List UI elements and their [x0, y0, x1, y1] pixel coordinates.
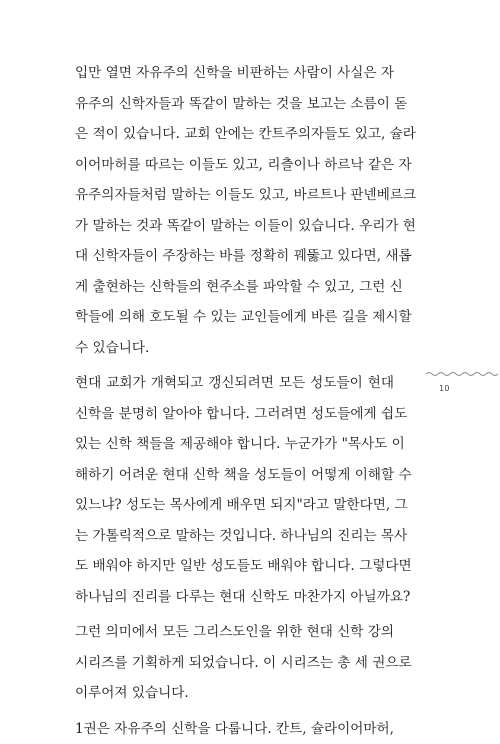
text-line: 게 출현하는 신학들의 현주소를 파악할 수 있고, 그런 신 — [62, 272, 394, 303]
text-line: 수 있습니다. — [62, 333, 394, 364]
text-line: 그런 의미에서 모든 그리스도인을 위한 현대 신학 강의 — [75, 624, 394, 640]
text-line: 해하기 어려운 현대 신학 책을 성도들이 어떻게 이해할 수 — [62, 460, 394, 491]
text-line: 유주의자들처럼 말하는 이들도 있고, 바르트나 판넨베르크 — [62, 180, 394, 211]
body-text — [62, 58, 394, 744]
text-line: 도 배워야 하지만 일반 성도들도 배워야 합니다. 그렇다면 — [62, 551, 394, 582]
paragraph-2 — [62, 368, 394, 612]
text-line: 현대 교회가 개혁되고 갱신되려면 모든 성도들이 현대 — [75, 375, 394, 391]
text-line: 은 적이 있습니다. 교회 안에는 칸트주의자들도 있고, 슐라 — [62, 119, 394, 150]
text-line: 신학을 분명히 알아야 합니다. 그러려면 성도들에게 쉽도 — [62, 399, 394, 430]
text-line: 대 신학자들이 주장하는 바를 정확히 꿰뚫고 있다면, 새롭 — [62, 241, 394, 272]
text-line: 이루어져 있습니다. — [62, 678, 394, 709]
text-line: 1권은 자유주의 신학을 다룹니다. 칸트, 슐라이어마허, — [75, 721, 394, 737]
paragraph-4 — [62, 714, 394, 744]
text-line: 있느냐? 성도는 목사에게 배우면 되지"라고 말한다면, 그 — [62, 490, 394, 521]
text-line: 하나님의 진리를 다루는 현대 신학도 마찬가지 아닐까요? — [62, 582, 394, 613]
text-line: 학들에 의해 호도될 수 있는 교인들에게 바른 길을 제시할 — [62, 302, 394, 333]
page-number: 10 — [439, 384, 450, 393]
text-line: 있는 신학 책들을 제공해야 합니다. 누군가가 "목사도 이 — [62, 429, 394, 460]
text-line: 시리즈를 기획하게 되었습니다. 이 시리즈는 총 세 권으로 — [62, 648, 394, 679]
page-wave-ornament — [426, 367, 500, 381]
text-line: 유주의 신학자들과 똑같이 말하는 것을 보고는 소름이 돋 — [62, 89, 394, 120]
text-line: 입만 열면 자유주의 신학을 비판하는 사람이 사실은 자 — [75, 65, 394, 81]
text-line: 는 가톨릭적으로 말하는 것입니다. 하나님의 진리는 목사 — [62, 521, 394, 552]
text-line: 이어마허를 따르는 이들도 있고, 리츨이나 하르낙 같은 자 — [62, 150, 394, 181]
paragraph-1 — [62, 58, 394, 363]
text-line: 가 말하는 것과 똑같이 말하는 이들이 있습니다. 우리가 현 — [62, 211, 394, 242]
paragraph-3 — [62, 617, 394, 709]
